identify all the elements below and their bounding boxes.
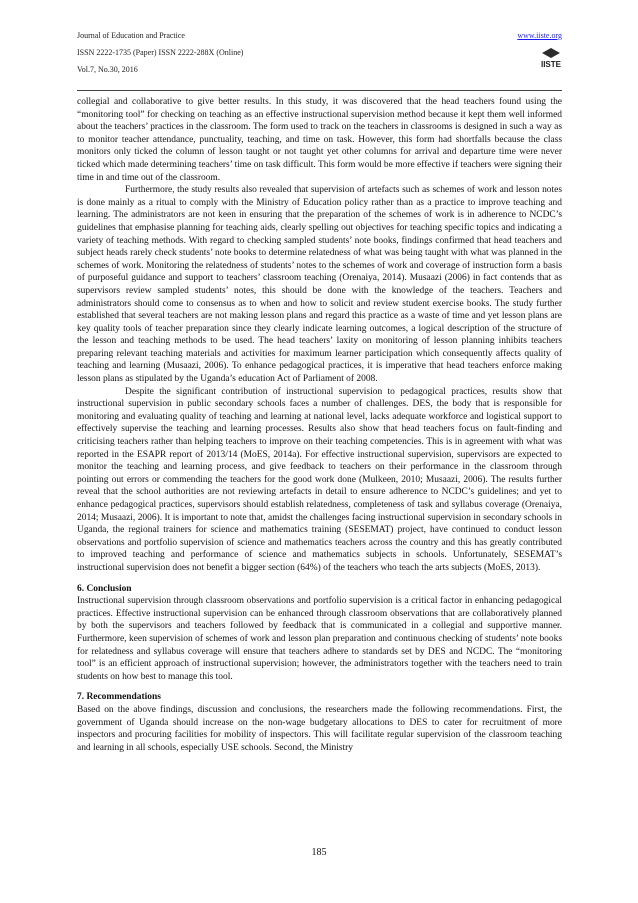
svg-text:IISTE: IISTE	[540, 60, 562, 69]
issn-line: ISSN 2222-1735 (Paper) ISSN 2222-288X (Online)	[77, 48, 244, 57]
paragraph: Based on the above findings, discussion and conclusions, the researchers made the following recommendations. First, the government of Uganda should increase on the non-wage budgetary allocations to DES to cater for recruitment of more inspectors and procuring facilities for mobility of inspectors. This will facilitate regular supervision of the classroom teaching and learning in all schools, especially USE schools. Second, the Ministry	[77, 704, 562, 753]
header-divider	[77, 90, 562, 91]
paragraph: collegial and collaborative to give better results. In this study, it was discovered that the head teachers found using the “monitoring tool” for checking on teaching as an effective instructional supervision method because it kept them well informed about the teachers’ practices in the classroom. The form used to track on the teachers in classrooms is designed in such a way as to monitor teacher attendance, punctuality, teaching, and time on task. However, this form had shortfalls because the class monitors only ticked the column of lesson taught or not taught yet other columns for arrival and departure time were never ticked which made determining teachers’ time on task difficult. This form would be more effective if teachers were signing their time in and time out of the classroom.	[77, 97, 562, 183]
header-right	[517, 27, 562, 74]
page-number: 185	[311, 847, 327, 858]
volume-line: Vol.7, No.30, 2016	[77, 65, 138, 74]
paragraph: Furthermore, the study results also revealed that supervision of artefacts such as schemes of work and lesson notes is done mainly as a ritual to comply with the Ministry of Education policy rather than as a practice to improve teaching and learning. The administrators are not keen in ensuring that the preparation of the schemes of work is in adherence to NCDC’s guidelines that emphasise planning for teaching aids, clearly spelling out objectives for teaching specific topics and indicating a variety of teaching methods. With regard to checking sampled students’ note books, findings confirmed that head teachers and subject heads rarely check students’ note books to determine relatedness of what was being taught with what was planned in the schemes of work. Monitoring the relatedness of students’ notes to the schemes of work and coverage of instruction form a basis of purposeful guidance and support to teachers’ classroom teaching (Orenaiya, 2014). Musaazi (2006) in fact contends that as supervisors review sampled students’ notes, this should be done with the knowledge of the teachers. Teachers and administrators should come to consensus as to when and how to solicit and review student exercise books. The study further established that several teachers are not making lesson plans and regard this practice as a waste of time and yet lesson plans are key quality tools of teacher preparation since they clearly indicate learning outcomes, a logical description of the structure of the lesson and teaching methods to be used. The head teachers’ laxity on monitoring of lesson planning inhibits teachers preparing relevant teaching materials and activities for maximum learner participation which consequently affects quality of teaching and learning (Musaazi, 2006). To enhance pedagogical practices, it is imperative that head teachers enforce making lesson plans as stipulated by the Uganda’s education Act of Parliament of 2008.	[77, 185, 562, 385]
page-header	[77, 27, 562, 87]
section-heading-recommendations: 7. Recommendations	[77, 692, 161, 703]
article-body	[77, 96, 562, 754]
journal-info	[77, 27, 243, 78]
journal-url-link[interactable]: www.iiste.org	[517, 31, 562, 40]
paragraph: Despite the significant contribution of instructional supervision to pedagogical practices, results show that instructional supervision in public secondary schools faces a number of challenges. DES, the body that is responsible for monitoring and evaluating quality of teaching and learning at national level, lacks adequate workforce and logistical support to effectively supervise the teaching and learning processes. Results also show that head teachers focus on fault-finding and criticising teachers rather than helping teachers to improve on their teaching competencies. This is in agreement with what was reported in the ESAPR report of 2013/14 (MoES, 2014a). For effective instructional supervision, supervisors are expected to monitor the teaching and learning process, and give feedback to teachers on their performance in the classroom through pointing out errors or commending the teachers for the good work done (Mulkeen, 2010; Musaazi, 2006). The results further reveal that the school authorities are not reviewing artefacts in detail to ensure adherence to NCDC’s guidelines; and yet to enhance pedagogical practices, supervisors should establish relatedness, completeness of task and syllabus coverage (Orenaiya, 2014; Musaazi, 2006). It is important to note that, amidst the challenges facing instructional supervision in secondary schools in Uganda, the regional trainers for science and mathematics training (SESEMAT) project, have continued to conduct lesson observations and portfolio supervision of science and mathematics teachers across the country and this has greatly contributed to improved teaching and performance of science and mathematics subjects in schools. Unfortunately, SESEMAT’s instructional supervision does not benefit a bigger section (64%) of the teachers who teach the arts subjects (MoES, 2013).	[77, 386, 562, 573]
paragraph: Instructional supervision through classroom observations and portfolio supervision is a critical factor in enhancing pedagogical practices. Effective instructional supervision can be enhanced through classroom observations that are collaboratively planned by both the supervisors and teachers followed by feedback that is communicated in a collegial and supportive manner. Furthermore, keen supervision of schemes of work and lesson plan preparation and continuous checking of students’ note books for relatedness and syllabus coverage will ensure that teachers adhere to standards set by DES and NCDC. The “monitoring tool” is an efficient approach of instructional supervision; however, the administrators together with the teachers need to train students on how best to manage this tool.	[77, 596, 562, 682]
journal-name: Journal of Education and Practice	[77, 31, 185, 40]
iiste-logo-icon	[540, 47, 562, 69]
section-heading-conclusion: 6. Conclusion	[77, 583, 132, 594]
